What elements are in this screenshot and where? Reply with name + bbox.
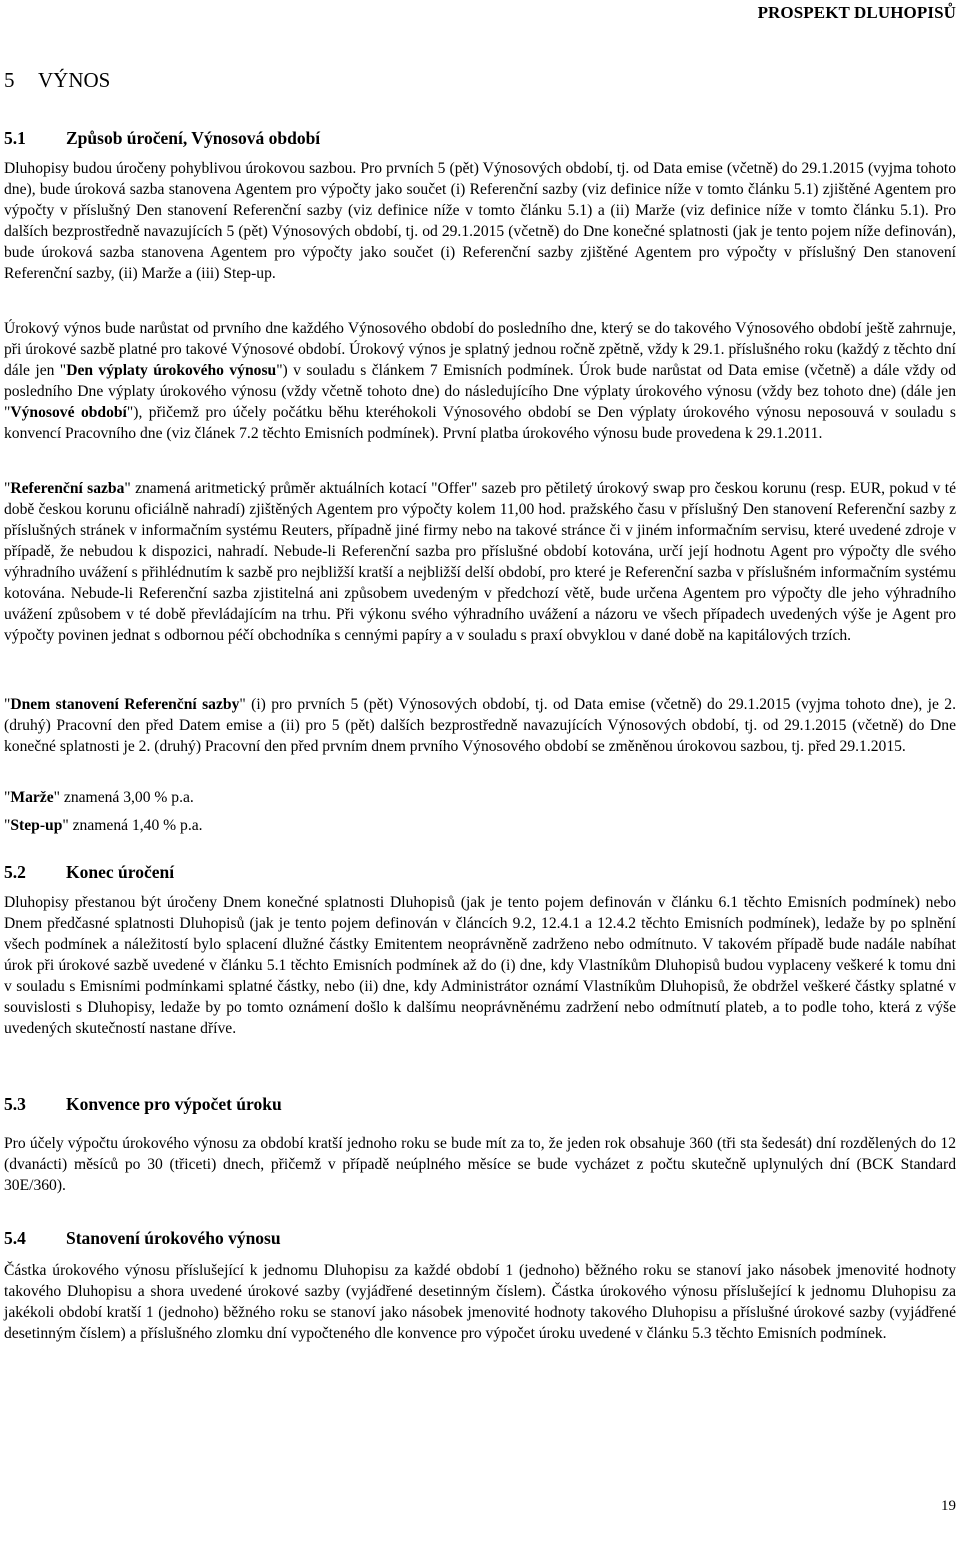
- paragraph-5-1-reference-rate: "Referenční sazba" znamená aritmetický průměr aktuálních kotací "Offer" sazeb pro pětiletý úrokový swap pro českou korunu (resp. EUR, pokud v té době českou korunu oficiálně nahradí) zjištěných Agentem pro výpočty kolem 11,00 hod. pražského času v příslušný Den stanovení Referenční sazby z příslušných stránek v informačním systému Reuters, případně jiné firmy nebo na takové stránce či v jiném informačním servisu, které uvedené zdroje v případě, že nebudou k dispozici, nahradí. Nebude-li Referenční sazba pro příslušné období kotována, určí její hodnotu Agent pro výpočty dle svého výhradního uvážení s přihlédnutím k sazbě pro nejbližší kratší a nejbližší delší období, pro které je Referenční sazba v příslušném informačním systému kotována. Nebude-li Referenční sazba zjistitelná ani způsobem uvedeným v předchozí větě, bude určena Agentem pro výpočty dle jeho výhradního uvážení způsobem v té době převládajícím na trhu. Při výkonu svého výhradního uvážení a názoru ve všech případech uvedených výše je Agent pro výpočty povinen jednat s odbornou péčí obchodníka s cennými papíry a v souladu s praxí obvyklou v dané době na kapitálových trzích.: [4, 480, 956, 644]
- defined-term: Referenční sazba: [10, 480, 125, 497]
- subsection-number: 5.1: [4, 128, 26, 148]
- subsection-title: Konec úročení: [66, 862, 175, 882]
- subsection-heading-5-4: [4, 1228, 281, 1249]
- paragraph-5-1-interest-rate: Dluhopisy budou úročeny pohyblivou úrokovou sazbou. Pro prvních 5 (pět) Výnosových období, tj. od Data emise (včetně) do 29.1.2015 (vyjma tohoto dne), bude úroková sazba stanovena Agentem pro výpočty jako součet (i) Referenční sazby (viz definice níže v tomto článku 5.1) zjištěné Agentem pro výpočty v příslušný Den stanovení Referenční sazby (viz definice níže v tomto článku 5.1) a (ii) Marže (viz definice níže v tomto článku 5.1). Pro dalších bezprostředně navazujících 5 (pět) Výnosových období, tj. od 29.1.2015 (včetně) do Dne konečné splatnosti (jak je tento pojem níže definován), bude úroková sazba stanovena Agentem pro výpočty jako součet (i) Referenční sazby zjištěné Agentem pro výpočty v příslušný Den stanovení Referenční sazby, (ii) Marže a (iii) Step-up.: [4, 160, 956, 282]
- paragraph-5-2-end-of-interest: Dluhopisy přestanou být úročeny Dnem konečné splatnosti Dluhopisů (jak je tento pojem definován v článku 6.1 těchto Emisních podmínek) nebo Dnem předčasné splatnosti Dluhopisů (jak je tento pojem definován v článcích 9.2, 12.4.1 a 12.4.2 těchto Emisních podmínek), ledaže by po splnění všech podmínek a náležitostí bylo splacení dlužné částky Emitentem neoprávněně zadrženo nebo odmítnuto. V takovém případě bude nadále nabíhat úrok při úrokové sazbě uvedené v článku 5.1 těchto Emisních podmínek až do (i) dne, kdy Vlastníkům Dluhopisů budou vyplaceny veškeré k tomu dni v souladu s Emisními podmínkami splatné částky, nebo (ii) dne, kdy Administrátor oznámí Vlastníkům Dluhopisů, že obdržel veškeré částky splatné v souvislosti s Dluhopisy, ledaže by po tomto oznámení došlo k dalšímu neoprávněnému zadržení nebo odmítnutí plateb, a to podle toho, která z výše uvedených skutečností nastane dříve.: [4, 894, 956, 1037]
- subsection-number: 5.3: [4, 1094, 26, 1114]
- subsection-number: 5.2: [4, 862, 26, 882]
- section-number: 5: [4, 68, 15, 92]
- subsection-heading-5-1: [4, 128, 320, 149]
- defined-term: Marže: [10, 789, 54, 806]
- subsection-number: 5.4: [4, 1228, 26, 1248]
- defined-term: Dnem stanovení Referenční sazby: [10, 696, 240, 713]
- page-number: 19: [941, 1498, 956, 1514]
- paragraph-5-3-day-count: Pro účely výpočtu úrokového výnosu za období kratší jednoho roku se bude mít za to, že jeden rok obsahuje 360 (tři sta šedesát) dní rozdělených do 12 (dvanácti) měsíců po 30 (třiceti) dnech, přičemž v případě neúplného měsíce se bude vycházet z počtu skutečně uplynulých dní (BCK Standard 30E/360).: [4, 1135, 956, 1194]
- defined-term: Den výplaty úrokového výnosu: [66, 362, 277, 379]
- section-heading: [4, 68, 110, 93]
- paragraph-5-4-interest-amount: Částka úrokového výnosu příslušející k jednomu Dluhopisu za každé období 1 (jednoho) běžného roku se stanoví jako násobek jmenovité hodnoty takového Dluhopisu a shora uvedené úrokové sazby (vyjádřené desetinným číslem). Částka úrokového výnosu příslušející k jednomu Dluhopisu za jakékoli období kratší 1 (jednoho) běžného roku se stanoví jako násobek jmenovité hodnoty takového Dluhopisu a příslušné úrokové sazby (vyjádřené desetinným číslem) a příslušného zlomku dní vypočteného dle konvence pro výpočet úroku uvedené v článku 5.3 těchto Emisních podmínek.: [4, 1262, 956, 1342]
- paragraph-5-1-margin: "Marže" znamená 3,00 % p.a.: [4, 789, 194, 806]
- subsection-heading-5-2: [4, 862, 174, 883]
- paragraph-5-1-step-up: "Step-up" znamená 1,40 % p.a.: [4, 817, 203, 834]
- section-title: VÝNOS: [38, 68, 111, 92]
- subsection-title: Konvence pro výpočet úroku: [66, 1094, 282, 1114]
- subsection-heading-5-3: [4, 1094, 282, 1115]
- running-header: PROSPEKT DLUHOPISŮ: [757, 3, 956, 22]
- defined-term: Výnosové období: [10, 404, 127, 421]
- subsection-title: Stanovení úrokového výnosu: [66, 1228, 281, 1248]
- defined-term: Step-up: [10, 817, 63, 834]
- paragraph-5-1-interest-accrual: Úrokový výnos bude narůstat od prvního dne každého Výnosového období do posledního dne, který se do takového Výnosového období ještě zahrnuje, při úrokové sazbě platné pro takové Výnosové období. Úrokový výnos je splatný jednou ročně zpětně, vždy k 29.1. příslušného roku (každý z těchto dní dále jen "Den výplaty úrokového výnosu") v souladu s článkem 7 Emisních podmínek. Úrok bude narůstat od Data emise (včetně) a dále vždy od posledního Dne výplaty úrokového výnosu (vždy včetně tohoto dne) do následujícího Dne výplaty úrokového výnosu (vždy bez tohoto dne) (dále jen "Výnosové období"), přičemž pro účely počátku běhu kteréhokoli Výnosového období se Den výplaty úrokového výnosu neposouvá v souladu s konvencí Pracovního dne (viz článek 7.2 těchto Emisních podmínek). První platba úrokového výnosu bude provedena k 29.1.2011.: [4, 320, 957, 442]
- paragraph-5-1-fixing-date: "Dnem stanovení Referenční sazby" (i) pro prvních 5 (pět) Výnosových období, tj. od Data emise (včetně) do 29.1.2015 (vyjma tohoto dne), je 2. (druhý) Pracovní den před Datem emise a (ii) pro 5 (pět) dalších bezprostředně navazujících Výnosových období, tj. od 29.1.2015 (včetně) do Dne konečné splatnosti je 2. (druhý) Pracovní den před prvním dnem prvního Výnosového období se změněnou úrokovou sazbou, tj. před 29.1.2015.: [4, 696, 956, 755]
- subsection-title: Způsob úročení, Výnosová období: [66, 128, 321, 148]
